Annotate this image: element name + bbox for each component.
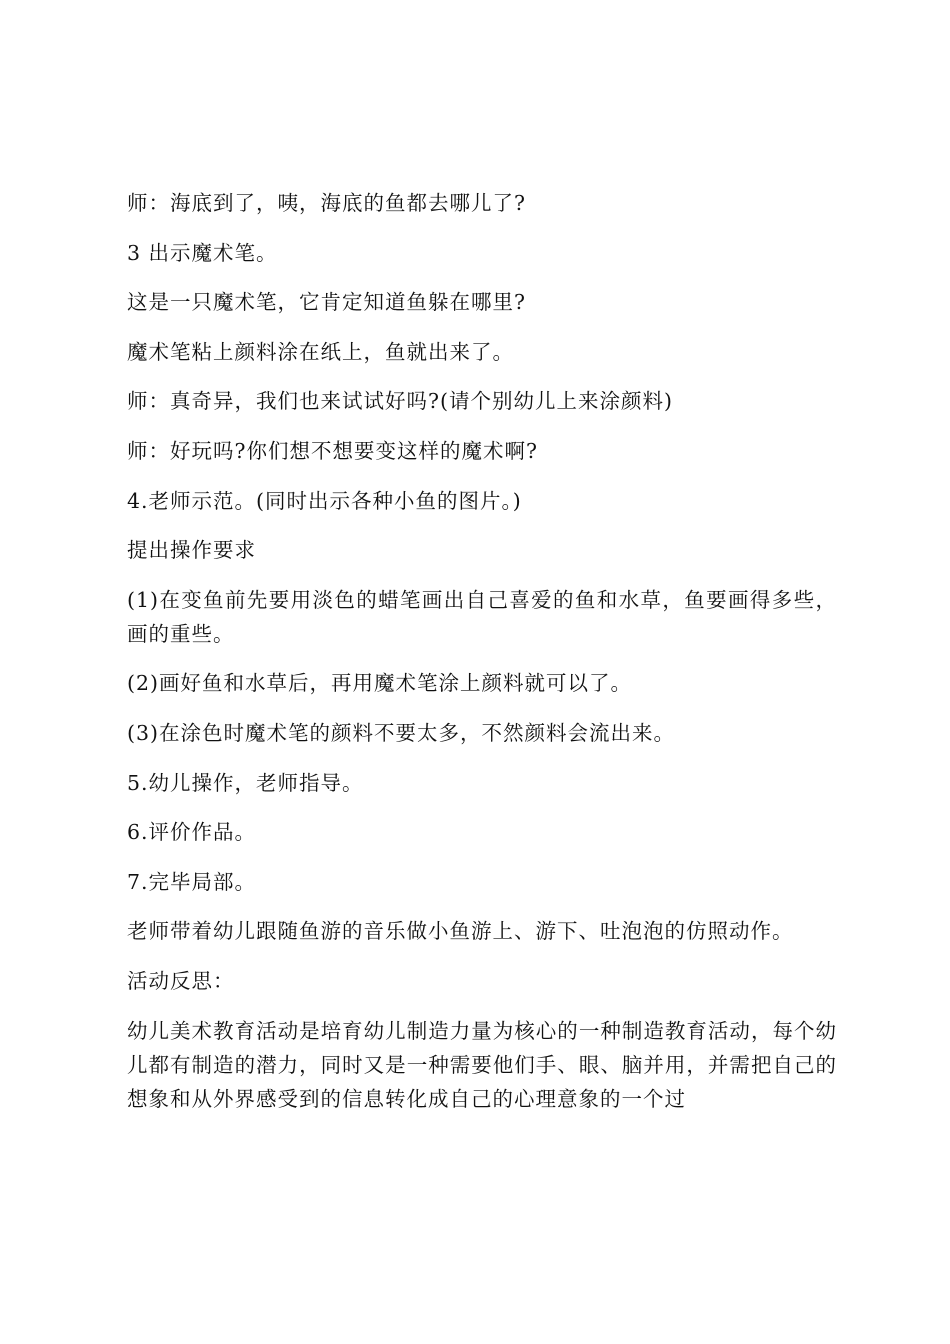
paragraph: (1)在变鱼前先要用淡色的蜡笔画出自己喜爱的鱼和水草，鱼要画得多些，画的重些。: [127, 587, 837, 646]
paragraph: 提出操作要求: [127, 538, 256, 563]
paragraph: 4.老师示范。(同时出示各种小鱼的图片。): [127, 488, 522, 513]
paragraph: 3 出示魔术笔。: [127, 240, 278, 265]
paragraph: 老师带着幼儿跟随鱼游的音乐做小鱼游上、游下、吐泡泡的仿照动作。: [127, 919, 794, 944]
paragraph: (2)画好鱼和水草后，再用魔术笔涂上颜料就可以了。: [127, 671, 633, 696]
paragraph: 师：海底到了，咦，海底的鱼都去哪儿了?: [127, 191, 526, 215]
paragraph: 活动反思：: [127, 968, 235, 993]
paragraph: 7.完毕局部。: [127, 869, 257, 894]
paragraph: 师：真奇异，我们也来试试好吗?(请个别幼儿上来涂颜料): [127, 389, 673, 414]
paragraph: 6.评价作品。: [127, 820, 257, 845]
paragraph: 5.幼儿操作，老师指导。: [127, 770, 364, 795]
paragraph: 这是一只魔术笔，它肯定知道鱼躲在哪里?: [127, 290, 526, 315]
paragraph: (3)在涂色时魔术笔的颜料不要太多，不然颜料会流出来。: [127, 720, 676, 745]
paragraph: 魔术笔粘上颜料涂在纸上，鱼就出来了。: [127, 339, 514, 364]
paragraph: 师：好玩吗?你们想不想要变这样的魔术啊?: [127, 438, 538, 463]
paragraph: 幼儿美术教育活动是培育幼儿制造力量为核心的一种制造教育活动，每个幼儿都有制造的潜力，同时又是一种需要他们手、眼、脑并用，并需把自己的想象和从外界感受到的信息转化成自己的心理意象的一个过: [127, 1018, 837, 1111]
document-body: [127, 186, 837, 1131]
